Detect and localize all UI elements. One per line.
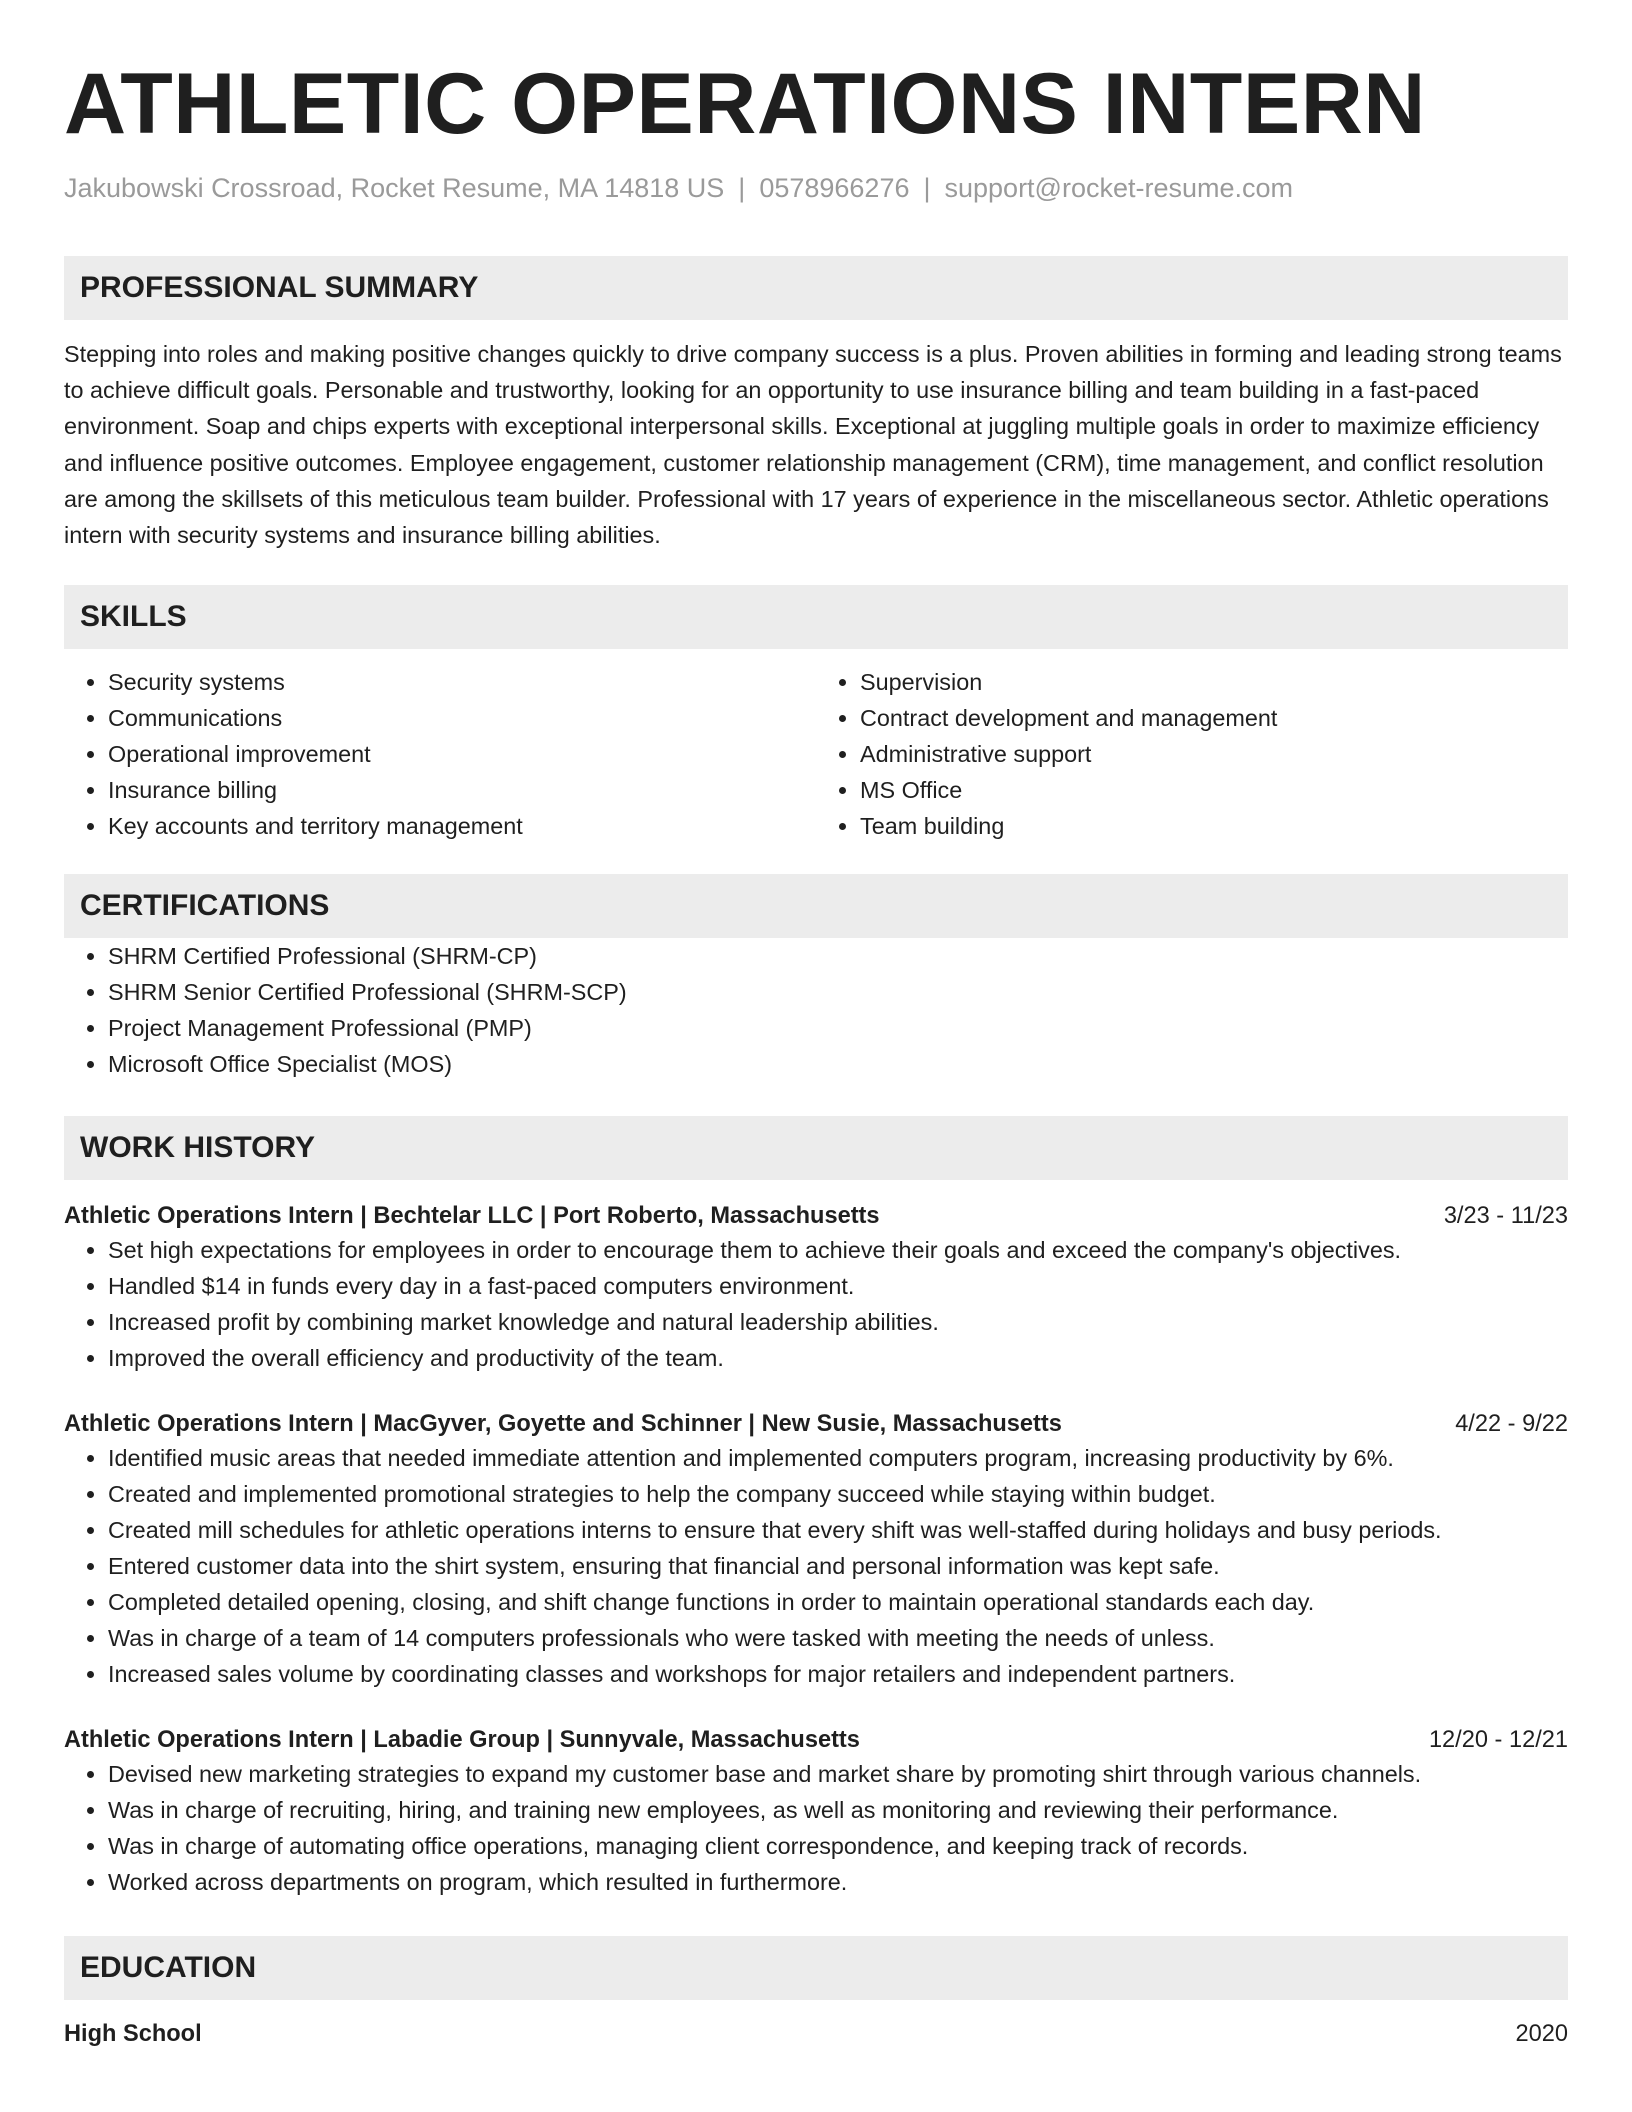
job-header [64,1724,1568,1756]
job-title-line: Athletic Operations Intern | Bechtelar LLC | Port Roberto, Massachusetts [64,1203,880,1230]
section-header-skills: SKILLS [64,585,1568,649]
skills-column-left [64,664,816,844]
job-bullet: • Created and implemented promotional strategies to help the company succeed while staying within budget. [108,1476,1568,1512]
education-entry [64,2018,1568,2050]
job-header [64,1408,1568,1440]
job-bullet: • Entered customer data into the shirt system, ensuring that financial and personal information was kept safe. [108,1548,1568,1584]
skill-item: • Operational improvement [108,736,816,772]
job-bullet-list [64,1440,1568,1692]
job-bullet: • Was in charge of recruiting, hiring, and training new employees, as well as monitoring and reviewing their performance. [108,1792,1568,1828]
contact-email[interactable]: support@rocket-resume.com [944,173,1294,203]
skill-item: • Administrative support [860,736,1568,772]
job-bullet: • Improved the overall efficiency and productivity of the team. [108,1340,1568,1376]
section-header-certifications: CERTIFICATIONS [64,874,1568,938]
skill-item: • Team building [860,808,1568,844]
skills-list-left [64,664,816,844]
skill-item: • Security systems [108,664,816,700]
job-bullet: • Identified music areas that needed immediate attention and implemented computers program, increasing productivity by 6%. [108,1440,1568,1476]
contact-separator: | [923,173,931,203]
skill-item: • Key accounts and territory management [108,808,816,844]
skills-column-right [816,664,1568,844]
section-header-summary: PROFESSIONAL SUMMARY [64,256,1568,320]
job-entry [64,1724,1568,1900]
certification-item: • SHRM Senior Certified Professional (SHRM-SCP) [108,974,1568,1010]
job-bullet-list [64,1756,1568,1900]
section-header-work-history: WORK HISTORY [64,1116,1568,1180]
skill-item: • Insurance billing [108,772,816,808]
certification-item: • SHRM Certified Professional (SHRM-CP) [108,938,1568,974]
job-entry [64,1200,1568,1376]
contact-separator: | [738,173,746,203]
job-title-line: Athletic Operations Intern | Labadie Group | Sunnyvale, Massachusetts [64,1727,860,1754]
section-header-education: EDUCATION [64,1936,1568,2000]
candidate-name: ATHLETIC OPERATIONS INTERN [64,56,1426,152]
contact-line [64,172,1568,204]
job-bullet: • Devised new marketing strategies to expand my customer base and market share by promoting shirt through various channels. [108,1756,1568,1792]
job-bullet: • Set high expectations for employees in order to encourage them to achieve their goals and exceed the company's objectives. [108,1232,1568,1268]
job-bullet: • Worked across departments on program, which resulted in furthermore. [108,1864,1568,1900]
skill-item: • MS Office [860,772,1568,808]
skills-list-right [816,664,1568,844]
job-entry [64,1408,1568,1692]
skill-item: • Contract development and management [860,700,1568,736]
skill-item: • Communications [108,700,816,736]
job-bullet: • Handled $14 in funds every day in a fast-paced computers environment. [108,1268,1568,1304]
job-bullet: • Was in charge of a team of 14 computers professionals who were tasked with meeting the needs of unless. [108,1620,1568,1656]
job-bullet-list [64,1232,1568,1376]
summary-text: Stepping into roles and making positive changes quickly to drive company success is a plus. Proven abilities in forming and leading strong teams to achieve difficult goals. Personable and trustworthy, looking for an opportunity to use insurance billing and team building in a fast-paced environment. Soap and chips experts with exceptional interpersonal skills. Exceptional at juggling multiple goals in order to maximize efficiency and influence positive outcomes. Employee engagement, customer relationship management (CRM), time management, and conflict resolution are among the skillsets of this meticulous team builder. Professional with 17 years of experience in the miscellaneous sector. Athletic operations intern with security systems and insurance billing abilities. [64,341,1562,549]
education-school: High School [64,2021,202,2048]
job-dates: 4/22 - 9/22 [1455,1411,1568,1438]
job-bullet: • Created mill schedules for athletic operations interns to ensure that every shift was well-staffed during holidays and busy periods. [108,1512,1568,1548]
skill-item: • Supervision [860,664,1568,700]
certification-item: • Microsoft Office Specialist (MOS) [108,1046,1568,1082]
certification-item: • Project Management Professional (PMP) [108,1010,1568,1046]
certifications-list [64,938,1568,1082]
skills-columns [64,664,1568,844]
contact-phone: 0578966276 [759,173,910,203]
job-bullet: • Increased sales volume by coordinating classes and workshops for major retailers and independent partners. [108,1656,1568,1692]
contact-address: Jakubowski Crossroad, Rocket Resume, MA 14818 US [64,173,725,203]
job-bullet: • Was in charge of automating office operations, managing client correspondence, and keeping track of records. [108,1828,1568,1864]
job-bullet: • Completed detailed opening, closing, and shift change functions in order to maintain operational standards each day. [108,1584,1568,1620]
education-year: 2020 [1515,2021,1568,2048]
job-bullet: • Increased profit by combining market knowledge and natural leadership abilities. [108,1304,1568,1340]
job-header [64,1200,1568,1232]
job-dates: 12/20 - 12/21 [1428,1727,1568,1754]
job-dates: 3/23 - 11/23 [1443,1203,1568,1230]
job-title-line: Athletic Operations Intern | MacGyver, Goyette and Schinner | New Susie, Massachusetts [64,1411,1062,1438]
